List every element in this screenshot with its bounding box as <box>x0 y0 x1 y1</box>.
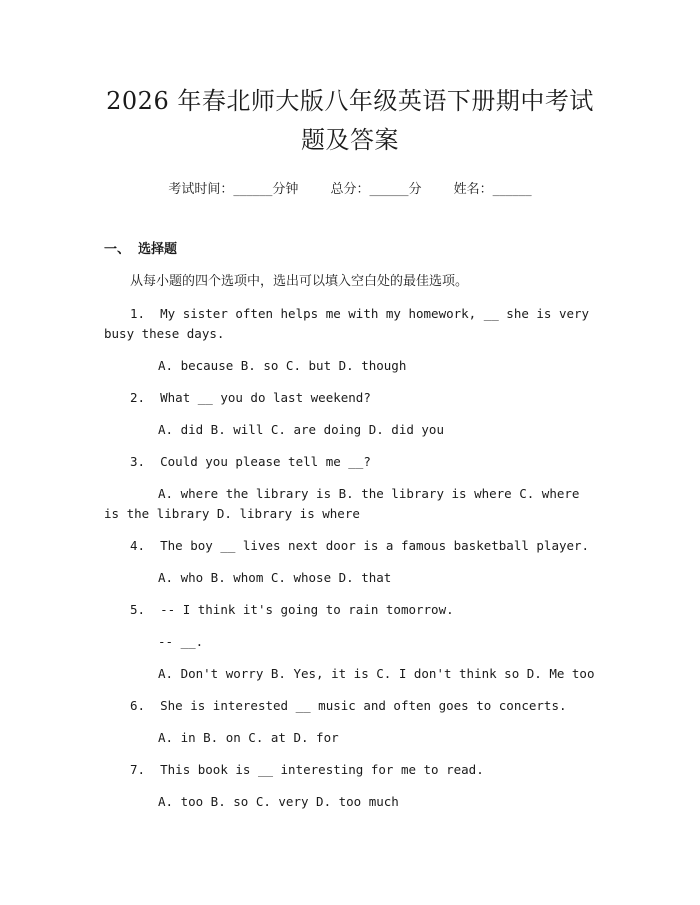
question-options: A. where the library is B. the library is where C. where is the library D. library is where <box>104 486 580 521</box>
question-number: 4. <box>130 538 146 553</box>
question-text: What __ you do last weekend? <box>160 390 371 405</box>
question-options: A. Don't worry B. Yes, it is C. I don't think so D. Me too <box>158 666 595 681</box>
question-text: This book is __ interesting for me to read. <box>160 762 484 777</box>
question-number: 2. <box>130 390 146 405</box>
question-number: 5. <box>130 602 146 617</box>
question-stem <box>104 696 596 716</box>
question-3 <box>104 452 596 524</box>
question-options: A. in B. on C. at D. for <box>158 730 339 745</box>
question-stem-reply: -- __. <box>158 634 204 649</box>
question-stem <box>104 388 596 408</box>
question-stem <box>104 600 596 620</box>
question-options: A. because B. so C. but D. though <box>158 358 407 373</box>
question-options: A. did B. will C. are doing D. did you <box>158 422 444 437</box>
exam-title <box>104 0 596 160</box>
question-stem <box>104 536 596 556</box>
question-text: The boy __ lives next door is a famous basketball player. <box>160 538 590 553</box>
question-text: -- I think it's going to rain tomorrow. <box>160 602 454 617</box>
title-line-2: 题及答案 <box>301 126 399 154</box>
title-line-1: 2026 年春北师大版八年级英语下册期中考试 <box>106 87 594 115</box>
question-number: 7. <box>130 762 146 777</box>
question-number: 3. <box>130 454 146 469</box>
question-text: She is interested __ music and often goes to concerts. <box>160 698 567 713</box>
question-text: Could you please tell me __? <box>160 454 371 469</box>
exam-time: 考试时间：______分钟 <box>168 182 299 197</box>
question-6 <box>104 696 596 748</box>
question-options: A. too B. so C. very D. too much <box>158 794 399 809</box>
question-1 <box>104 304 596 376</box>
question-stem <box>104 304 596 344</box>
question-options: A. who B. whom C. whose D. that <box>158 570 392 585</box>
question-7 <box>104 760 596 812</box>
section-instruction: 从每小题的四个选项中，选出可以填入空白处的最佳选项。 <box>130 274 469 289</box>
question-2 <box>104 388 596 440</box>
question-text: My sister often helps me with my homework, __ she is very busy these days. <box>104 306 590 341</box>
question-number: 1. <box>130 306 146 321</box>
exam-meta <box>104 180 596 200</box>
question-stem <box>104 452 596 472</box>
section-heading <box>104 240 596 260</box>
question-number: 6. <box>130 698 146 713</box>
question-5 <box>104 600 596 684</box>
exam-student-name: 姓名：______ <box>453 182 532 197</box>
exam-total-score: 总分：______分 <box>330 182 422 197</box>
question-stem <box>104 760 596 780</box>
section-title: 选择题 <box>138 242 178 257</box>
question-4 <box>104 536 596 588</box>
section-number: 一、 <box>104 242 131 257</box>
